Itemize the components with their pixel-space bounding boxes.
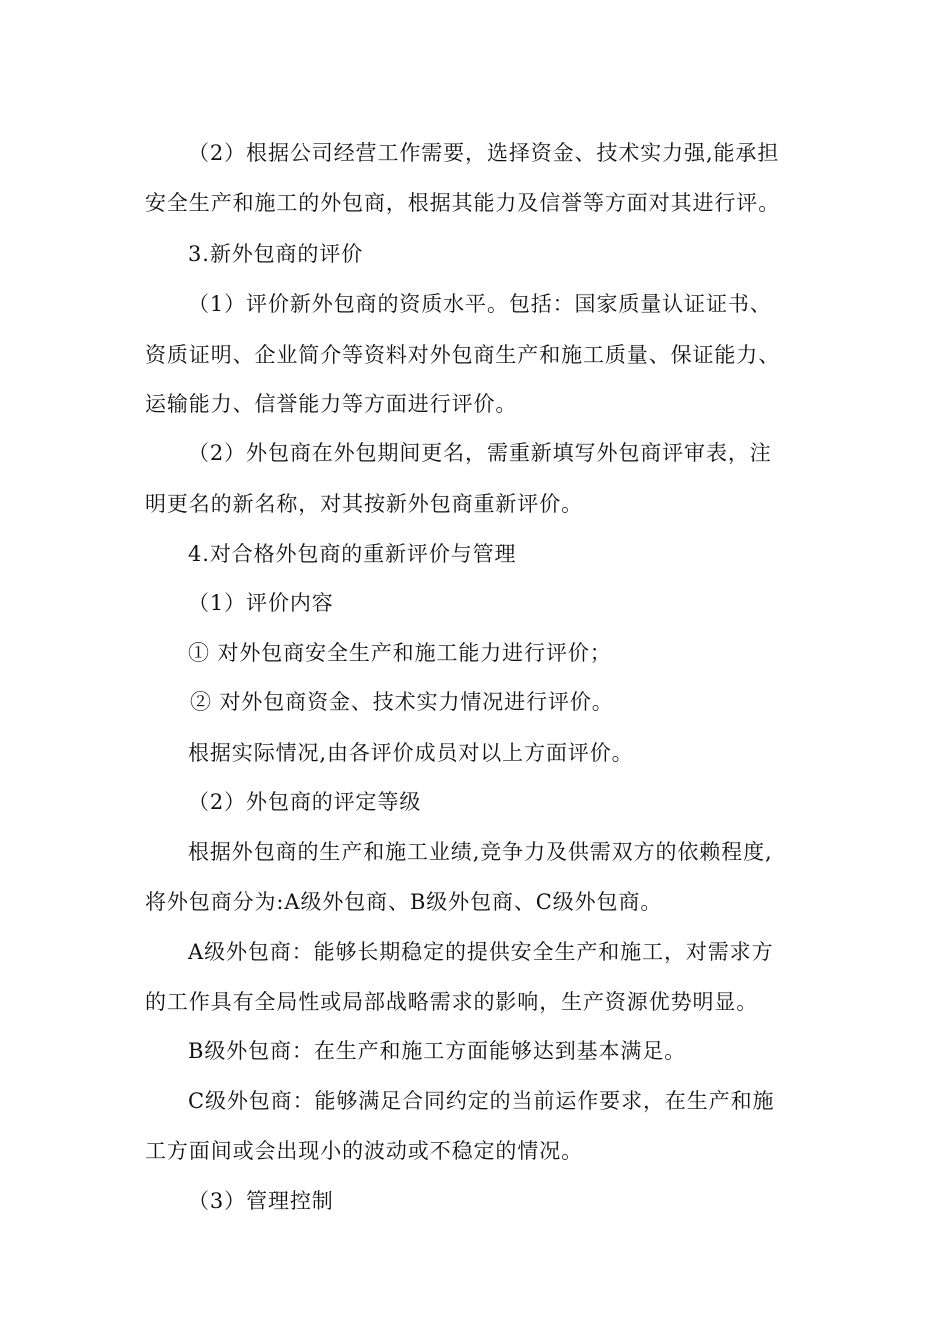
section-heading: 4.对合格外包商的重新评价与管理 [188, 542, 517, 566]
paragraph-line: C级外包商：能够满足合同约定的当前运作要求，在生产和施 [188, 1089, 775, 1113]
paragraph-line: 运输能力、信誉能力等方面进行评价。 [145, 392, 518, 416]
paragraph-line: 明更名的新名称，对其按新外包商重新评价。 [145, 492, 583, 516]
subsection-heading: （2）外包商的评定等级 [188, 790, 422, 814]
paragraph-line: 的工作具有全局性或局部战略需求的影响，生产资源优势明显。 [145, 990, 759, 1014]
paragraph-line: B级外包商：在生产和施工方面能够达到基本满足。 [188, 1039, 687, 1063]
paragraph-line: （2）根据公司经营工作需要，选择资金、技术实力强,能承担 [188, 141, 780, 165]
paragraph-line: 资质证明、企业简介等资料对外包商生产和施工质量、保证能力、 [145, 343, 781, 367]
paragraph-line: 将外包商分为:A级外包商、B级外包商、C级外包商。 [145, 890, 663, 914]
paragraph-line: 工方面间或会出现小的波动或不稳定的情况。 [145, 1139, 583, 1163]
list-item: ① 对外包商安全生产和施工能力进行评价； [188, 641, 612, 665]
paragraph-line: A级外包商：能够长期稳定的提供安全生产和施工，对需求方 [188, 940, 774, 964]
section-heading: 3.新外包商的评价 [188, 242, 364, 266]
subsection-heading: （1）评价内容 [188, 591, 334, 615]
paragraph-line: 安全生产和施工的外包商，根据其能力及信誉等方面对其进行评。 [145, 191, 781, 215]
paragraph-line: 根据外包商的生产和施工业绩,竞争力及供需双方的依赖程度, [188, 840, 773, 864]
paragraph-line: （2）外包商在外包期间更名，需重新填写外包商评审表，注 [188, 441, 772, 465]
paragraph-line: 根据实际情况,由各评价成员对以上方面评价。 [188, 741, 634, 765]
paragraph-line: （1）评价新外包商的资质水平。包括：国家质量认证证书、 [188, 292, 772, 316]
list-item: ② 对外包商资金、技术实力情况进行评价。 [190, 690, 614, 714]
subsection-heading: （3）管理控制 [188, 1189, 334, 1213]
